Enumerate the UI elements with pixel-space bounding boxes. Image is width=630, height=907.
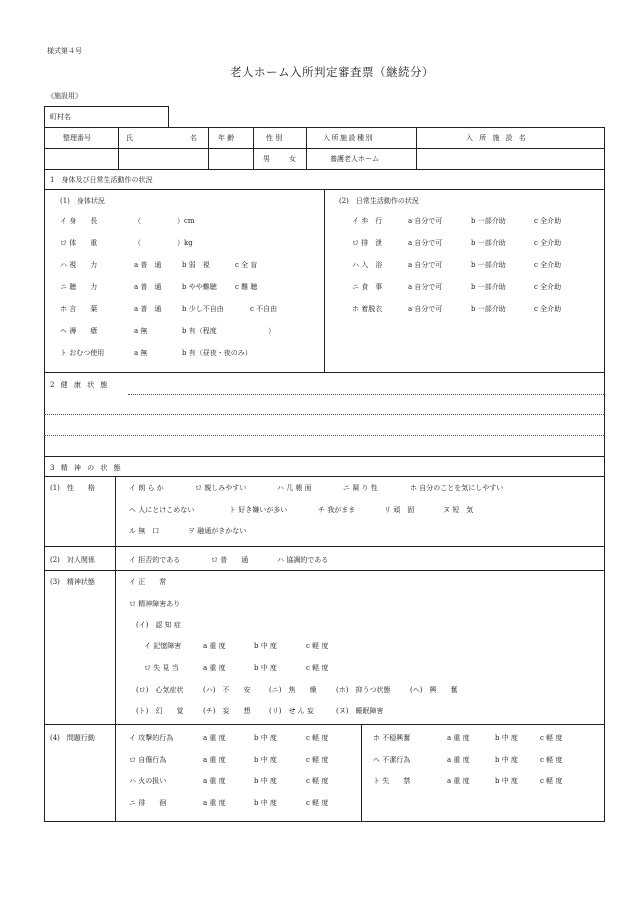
symptom-delirium: (リ) せ ん 妄 (269, 707, 314, 715)
problem-fire-b: b 中 度 (254, 777, 277, 785)
dressing-label: ホ 着脱衣 (352, 305, 383, 313)
speech-b: b 少し不自由 (182, 305, 224, 313)
form-number: 様式第４号 (47, 47, 82, 55)
problem-wandering: ニ 徘 徊 (129, 799, 167, 807)
personality-wo: ヲ 融通がきかない (188, 527, 247, 535)
problem-aggression-b: b 中 度 (254, 734, 277, 742)
vision-c: c 全 盲 (235, 261, 258, 269)
speech-c: c 不自由 (250, 305, 278, 313)
weight-open: （ (134, 239, 141, 247)
problem-agitation-a: a 重 度 (447, 734, 470, 742)
problem-selfharm-b: b 中 度 (254, 756, 277, 764)
bedsore-label: ヘ 褥 瘡 (60, 327, 98, 335)
excretion-c: c 全介助 (534, 239, 562, 247)
facility-type-value: 養護老人ホーム (330, 155, 379, 163)
vision-label: ハ 視 力 (60, 261, 98, 269)
personality-ri: リ 頑 固 (384, 506, 415, 514)
header-facility-name: 入 所 施 設 名 (466, 134, 528, 142)
hearing-a: a 普 通 (134, 283, 162, 291)
problem-selfharm-c: c 軽 度 (306, 756, 329, 764)
problem-unclean-c: c 軽 度 (540, 756, 563, 764)
problem-fire-c: c 軽 度 (306, 777, 329, 785)
problem-fire-a: a 重 度 (203, 777, 226, 785)
header-id: 整理番号 (63, 134, 91, 142)
meal-b: b 一部介助 (471, 283, 506, 291)
speech-a: a 普 通 (134, 305, 162, 313)
problem-incontinence-a: a 重 度 (447, 777, 470, 785)
memory-b: b 中 度 (254, 642, 277, 650)
relations-ha: ハ 協調的である (277, 556, 329, 564)
bath-c: c 全介助 (534, 261, 562, 269)
problem-unclean-b: b 中 度 (495, 756, 518, 764)
sex-male: 男 (263, 155, 270, 163)
vision-b: b 弱 視 (182, 261, 210, 269)
vision-a: a 普 通 (134, 261, 162, 269)
page-title: 老人ホーム入所判定審査票（継続分） (230, 65, 434, 79)
mental-disorder: ロ 精神障害あり (129, 600, 181, 608)
disorient-a: a 重 度 (203, 664, 226, 672)
weight-label: ロ 体 重 (60, 239, 98, 247)
problem-incontinence-b: b 中 度 (495, 777, 518, 785)
height-open: （ (134, 217, 141, 225)
symptom-hallucination: (ト) 幻 覚 (136, 707, 184, 715)
symptom-excitement: (ヘ) 興 奮 (410, 686, 458, 694)
hearing-b: b やや難聴 (182, 283, 217, 291)
problem-wandering-c: c 軽 度 (306, 799, 329, 807)
problem-agitation-c: c 軽 度 (540, 734, 563, 742)
problem-incontinence-c: c 軽 度 (540, 777, 563, 785)
problem-unclean: ヘ 不潔行為 (373, 756, 411, 764)
diaper-label: ト おむつ使用 (60, 349, 105, 357)
problem-aggression-a: a 重 度 (203, 734, 226, 742)
bedsore-a: a 無 (134, 327, 148, 335)
meal-label: ニ 食 事 (352, 283, 383, 291)
personality-ha: ハ 几 帳 面 (277, 484, 312, 492)
personality-label: (1) 性 格 (50, 484, 95, 492)
dressing-b: b 一部介助 (471, 305, 506, 313)
meal-c: c 全介助 (534, 283, 562, 291)
section2-title: 2 健 康 状 態 (50, 381, 110, 389)
personality-to: ト 好き嫌いが多い (229, 506, 288, 514)
problem-aggression-c: c 軽 度 (306, 734, 329, 742)
facility-use-label: 《施設用》 (47, 92, 82, 100)
adl-title: (2) 日常生活動作の状況 (339, 197, 419, 205)
height-unit: ）cm (177, 217, 195, 225)
problem-agitation-b: b 中 度 (495, 734, 518, 742)
personality-he: ヘ 人にとけこめない (129, 506, 195, 514)
problem-selfharm-a: a 重 度 (203, 756, 226, 764)
dementia-label: (イ) 認 知 症 (136, 621, 181, 629)
personality-chi: チ 我がまま (318, 506, 356, 514)
excretion-b: b 一部介助 (471, 239, 506, 247)
relations-ro: ロ 普 通 (211, 556, 249, 564)
hearing-label: ニ 聴 力 (60, 283, 98, 291)
bedsore-close: ） (268, 327, 275, 335)
problem-wandering-b: b 中 度 (254, 799, 277, 807)
header-sex: 性 別 (266, 134, 283, 142)
excretion-label: ロ 排 泄 (352, 239, 383, 247)
personality-ho: ホ 自分のことを気にしやすい (410, 484, 504, 492)
bath-a: a 自分で可 (408, 261, 443, 269)
problem-fire: ハ 火の扱い (129, 777, 167, 785)
bath-b: b 一部介助 (471, 261, 506, 269)
personality-ru: ル 無 口 (129, 527, 160, 535)
walk-label: イ 歩 行 (352, 217, 383, 225)
symptom-depression: (ホ) 抑うつ状態 (336, 686, 391, 694)
height-label: イ 身 長 (60, 217, 98, 225)
diaper-b: b 有（昼夜・夜のみ） (182, 349, 252, 357)
mental-normal: イ 正 常 (129, 578, 167, 586)
town-name-label: 町村名 (50, 113, 71, 121)
problem-agitation: ホ 不穏興奮 (373, 734, 411, 742)
dressing-c: c 全介助 (534, 305, 562, 313)
problem-unclean-a: a 重 度 (447, 756, 470, 764)
walk-b: b 一部介助 (471, 217, 506, 225)
diaper-a: a 無 (134, 349, 148, 357)
walk-c: c 全介助 (534, 217, 562, 225)
section3-title: 3 精 神 の 状 態 (50, 464, 123, 472)
problem-label: (4) 問題行動 (50, 734, 95, 742)
problem-incontinence: ト 失 禁 (373, 777, 411, 785)
symptom-irritation: (ニ) 焦 燥 (269, 686, 317, 694)
symptom-anxiety: (ハ) 不 安 (203, 686, 251, 694)
bedsore-b: b 有（程度 (182, 327, 217, 335)
header-facility-type: 入所施設種別 (323, 134, 374, 142)
personality-i: イ 朗 ら か (129, 484, 164, 492)
disorient-b: b 中 度 (254, 664, 277, 672)
problem-aggression: イ 攻撃的行為 (129, 734, 174, 742)
memory-label: イ 記憶障害 (144, 642, 182, 650)
problem-wandering-a: a 重 度 (203, 799, 226, 807)
disorient-label: ロ 失 見 当 (144, 664, 179, 672)
personality-ro: ロ 親しみやすい (195, 484, 247, 492)
memory-a: a 重 度 (203, 642, 226, 650)
symptom-delusion: (チ) 妄 想 (203, 707, 251, 715)
section1-title: 1 身体及び日常生活動作の状況 (50, 176, 153, 184)
header-given-name: 名 (190, 134, 197, 142)
sex-female: 女 (289, 155, 296, 163)
weight-unit: ）kg (177, 239, 193, 247)
symptom-sleep: (ヌ) 睡眠障害 (336, 707, 384, 715)
personality-ni: ニ 凝 り 性 (343, 484, 378, 492)
dressing-a: a 自分で可 (408, 305, 443, 313)
personality-nu: ヌ 短 気 (443, 506, 474, 514)
header-surname: 氏 (126, 134, 133, 142)
relations-i: イ 拒否的である (129, 556, 181, 564)
bath-label: ハ 入 浴 (352, 261, 383, 269)
meal-a: a 自分で可 (408, 283, 443, 291)
excretion-a: a 自分で可 (408, 239, 443, 247)
header-age: 年 齢 (218, 134, 235, 142)
mental-label: (3) 精神状態 (50, 578, 95, 586)
problem-selfharm: ロ 自傷行為 (129, 756, 167, 764)
walk-a: a 自分で可 (408, 217, 443, 225)
speech-label: ホ 言 葉 (60, 305, 98, 313)
disorient-c: c 軽 度 (306, 664, 329, 672)
memory-c: c 軽 度 (306, 642, 329, 650)
symptom-hypochondria: (ロ) 心気症状 (136, 686, 184, 694)
hearing-c: c 難 聴 (235, 283, 258, 291)
relations-label: (2) 対人関係 (50, 556, 95, 564)
body-status-title: (1) 身体状況 (60, 197, 105, 205)
